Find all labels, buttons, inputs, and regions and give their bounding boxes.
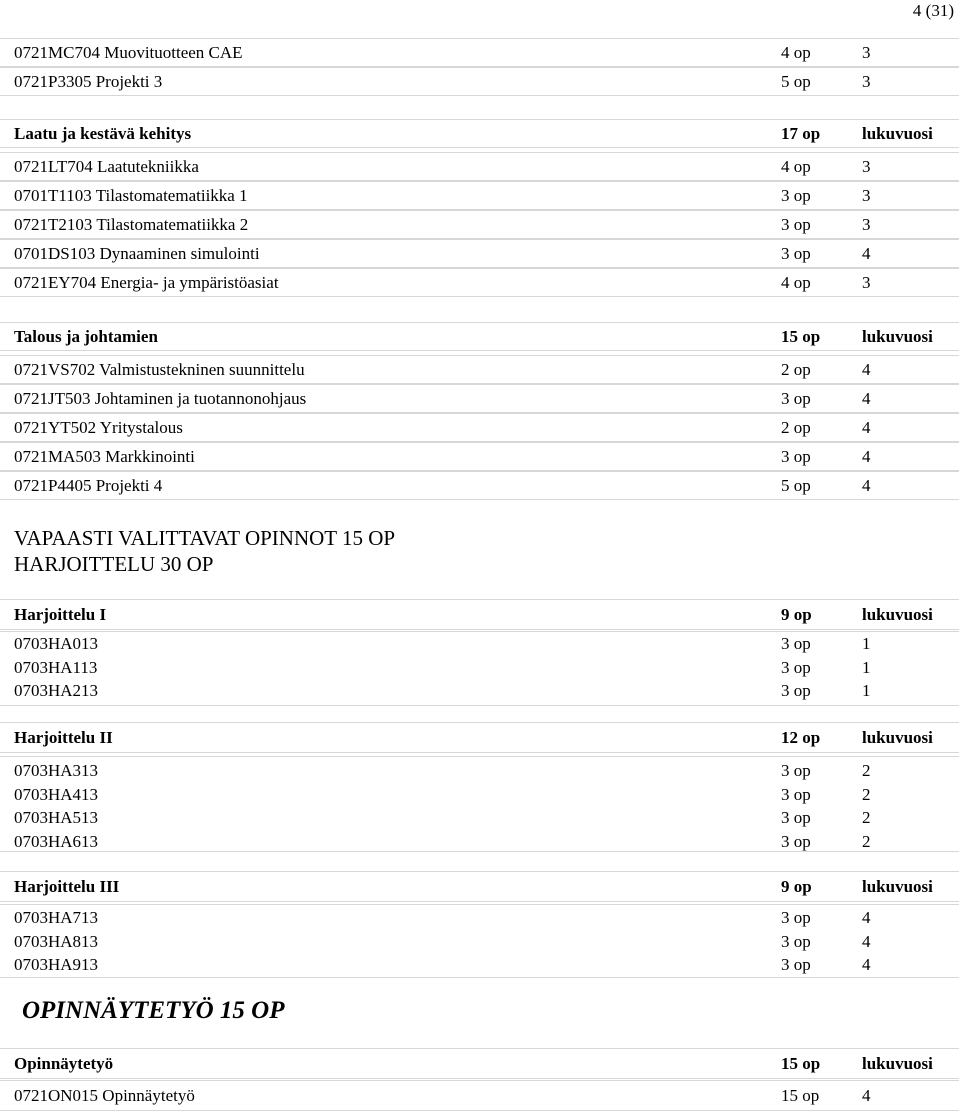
- course-year-column: [862, 759, 871, 853]
- course-year: 3: [862, 72, 871, 91]
- table-row: [0, 413, 959, 442]
- course-year: 4: [862, 476, 871, 495]
- course-name: 0721T2103 Tilastomatematiikka 2: [14, 215, 249, 234]
- section-credits: 15 op: [781, 327, 821, 346]
- table-row: [0, 67, 959, 96]
- table-row: [0, 239, 959, 268]
- section-year-label: lukuvuosi: [862, 1054, 933, 1073]
- section-credits: 15 op: [781, 1054, 821, 1073]
- course-credits: 5 op: [781, 476, 811, 495]
- table-row: [0, 756, 959, 852]
- section-title: Laatu ja kestävä kehitys: [14, 124, 192, 143]
- table-row: [0, 442, 959, 471]
- section-year-label: lukuvuosi: [862, 605, 933, 624]
- course-year-column: [862, 906, 871, 977]
- harjoittelu-heading: HARJOITTELU 30 OP: [14, 552, 214, 576]
- section-title: Harjoittelu III: [14, 877, 120, 896]
- section-header-talous: [0, 322, 959, 351]
- section-title: Opinnäytetyö: [14, 1054, 114, 1073]
- table-row: [0, 1080, 959, 1111]
- section-credits: 12 op: [781, 728, 821, 747]
- course-credits: 3 op: [781, 955, 811, 974]
- course-credits: 2 op: [781, 360, 811, 379]
- table-row: [0, 38, 959, 67]
- section-title: Harjoittelu II: [14, 728, 113, 747]
- course-year: 2: [862, 808, 871, 827]
- course-name: 0721YT502 Yritystalous: [14, 418, 183, 437]
- section-title: Harjoittelu I: [14, 605, 107, 624]
- course-year: 4: [862, 931, 871, 951]
- table-row: [0, 631, 959, 706]
- course-year: 4: [862, 908, 871, 927]
- course-credits-column: [781, 906, 811, 977]
- course-year: 4: [862, 955, 871, 974]
- table-row: [0, 210, 959, 239]
- course-year-column: [862, 632, 871, 703]
- section-year-label: lukuvuosi: [862, 327, 933, 346]
- course-year: 3: [862, 273, 871, 292]
- course-name: 0721MC704 Muovituotteen CAE: [14, 43, 243, 62]
- course-year: 2: [862, 761, 871, 780]
- section-year-label: lukuvuosi: [862, 877, 933, 896]
- course-year: 4: [862, 1086, 871, 1105]
- course-credits: 3 op: [781, 808, 811, 827]
- course-year: 1: [862, 681, 871, 700]
- course-name: 0721ON015 Opinnäytetyö: [14, 1086, 195, 1105]
- course-name: 0703HA013: [14, 634, 99, 653]
- course-credits: 4 op: [781, 43, 811, 62]
- section-year-label: lukuvuosi: [862, 124, 933, 143]
- course-codes: [14, 632, 98, 703]
- course-name: 0703HA313: [14, 761, 99, 780]
- course-name: 0721MA503 Markkinointi: [14, 447, 195, 466]
- course-codes: [14, 759, 98, 853]
- course-year: 3: [862, 43, 871, 62]
- course-name: 0703HA113: [14, 657, 98, 677]
- course-year: 1: [862, 657, 871, 677]
- course-credits: 3 op: [781, 831, 811, 851]
- course-credits: 4 op: [781, 273, 811, 292]
- course-credits: 3 op: [781, 657, 811, 677]
- course-credits: 3 op: [781, 186, 811, 205]
- table-row: [0, 152, 959, 181]
- course-name: 0703HA413: [14, 784, 99, 804]
- vapaasti-heading: VAPAASTI VALITTAVAT OPINNOT 15 OP: [14, 526, 396, 550]
- table-row: [0, 384, 959, 413]
- course-credits: 5 op: [781, 72, 811, 91]
- course-year: 4: [862, 389, 871, 408]
- course-credits: 3 op: [781, 784, 811, 804]
- table-row: [0, 268, 959, 297]
- course-name: 0703HA613: [14, 831, 99, 851]
- section-credits: 9 op: [781, 605, 812, 624]
- course-credits: 15 op: [781, 1086, 820, 1105]
- course-year: 2: [862, 831, 871, 851]
- course-name: 0721EY704 Energia- ja ympäristöasiat: [14, 273, 279, 292]
- table-row: [0, 904, 959, 978]
- course-year: 3: [862, 157, 871, 176]
- course-year: 3: [862, 186, 871, 205]
- section-title: Talous ja johtamien: [14, 327, 158, 346]
- table-row: [0, 471, 959, 500]
- course-year: 2: [862, 784, 871, 804]
- course-credits: 3 op: [781, 447, 811, 466]
- section-header-harjoittelu-2: [0, 722, 959, 753]
- course-credits: 3 op: [781, 215, 811, 234]
- table-row: [0, 355, 959, 384]
- course-year: 4: [862, 244, 871, 263]
- course-name: 0721LT704 Laatutekniikka: [14, 157, 199, 176]
- course-credits: 4 op: [781, 157, 811, 176]
- course-name: 0721P3305 Projekti 3: [14, 72, 163, 91]
- section-header-opinnaytetyo: [0, 1048, 959, 1079]
- course-name: 0703HA213: [14, 681, 99, 700]
- course-year: 1: [862, 634, 871, 653]
- course-credits: 3 op: [781, 931, 811, 951]
- course-codes: [14, 906, 98, 977]
- course-credits: 3 op: [781, 681, 811, 700]
- course-name: 0703HA713: [14, 908, 99, 927]
- course-credits: 3 op: [781, 634, 811, 653]
- course-credits: 3 op: [781, 244, 811, 263]
- course-year: 4: [862, 447, 871, 466]
- course-credits-column: [781, 759, 811, 853]
- course-name: 0701T1103 Tilastomatematiikka 1: [14, 186, 248, 205]
- course-name: 0703HA813: [14, 931, 99, 951]
- table-row: [0, 181, 959, 210]
- course-name: 0721JT503 Johtaminen ja tuotannonohjaus: [14, 389, 307, 408]
- course-credits: 2 op: [781, 418, 811, 437]
- course-year: 4: [862, 418, 871, 437]
- section-year-label: lukuvuosi: [862, 728, 933, 747]
- section-credits: 17 op: [781, 124, 821, 143]
- section-header-harjoittelu-1: [0, 599, 959, 630]
- course-name: 0703HA913: [14, 955, 99, 974]
- course-credits-column: [781, 632, 811, 703]
- course-name: 0721VS702 Valmistustekninen suunnittelu: [14, 360, 305, 379]
- course-year: 4: [862, 360, 871, 379]
- course-credits: 3 op: [781, 389, 811, 408]
- course-name: 0721P4405 Projekti 4: [14, 476, 163, 495]
- course-name: 0703HA513: [14, 808, 99, 827]
- section-credits: 9 op: [781, 877, 812, 896]
- opinnaytetyo-heading: OPINNÄYTETYÖ 15 OP: [22, 997, 285, 1024]
- section-header-harjoittelu-3: [0, 871, 959, 902]
- course-name: 0701DS103 Dynaaminen simulointi: [14, 244, 260, 263]
- course-year: 3: [862, 215, 871, 234]
- section-header-laatu: [0, 119, 959, 148]
- course-credits: 3 op: [781, 908, 811, 927]
- page-number: 4 (31): [912, 1, 954, 20]
- course-credits: 3 op: [781, 761, 811, 780]
